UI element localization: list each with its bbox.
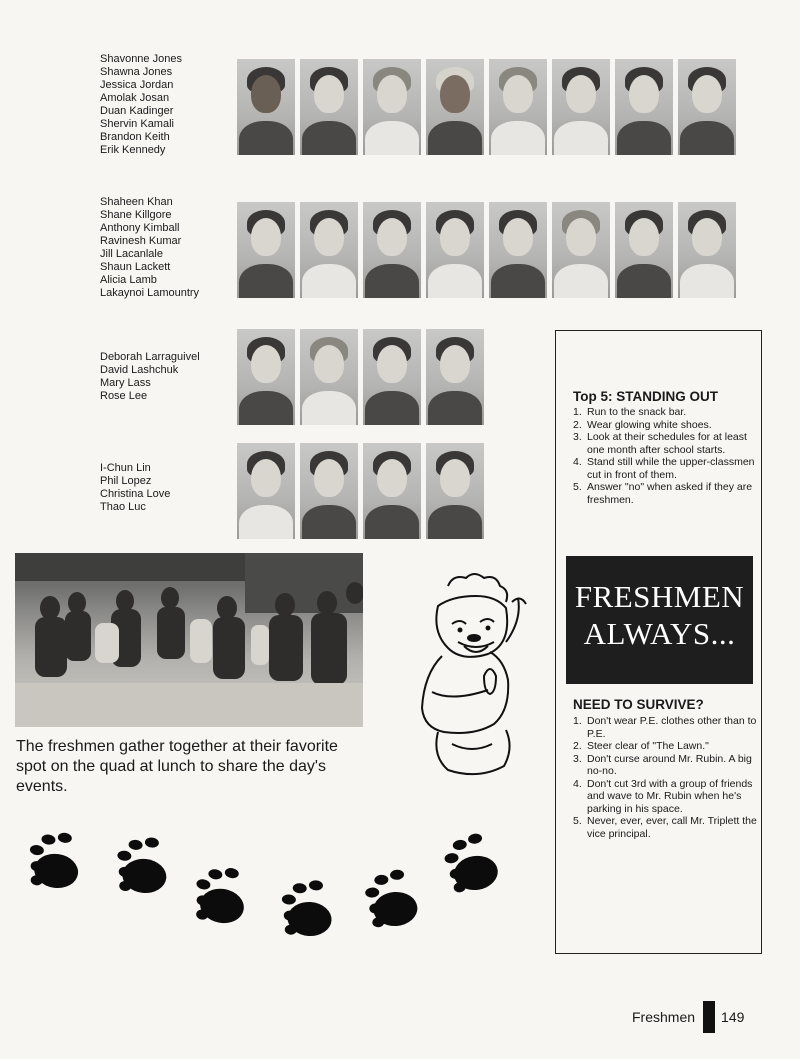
- student-name: Erik Kennedy: [100, 144, 166, 156]
- list-item: 3. Look at their schedules for at least one month after school starts.: [573, 431, 747, 456]
- student-photo: [300, 59, 358, 155]
- student-photo: [363, 202, 421, 298]
- student-photo: [300, 202, 358, 298]
- student-name: Rose Lee: [100, 390, 148, 402]
- student-photo: [552, 59, 610, 155]
- student-photo: [237, 443, 295, 539]
- student-name: Lakaynoi Lamountry: [100, 287, 200, 299]
- list-item: 4. Don't cut 3rd with a group of friends and wave to Mr. Rubin when he's parking in his space.: [573, 777, 753, 815]
- photos-row-1: [237, 59, 736, 155]
- student-name: Mary Lass: [100, 377, 151, 389]
- paw-print: [364, 869, 419, 928]
- student-photo: [237, 202, 295, 298]
- student-name: David Lashchuk: [100, 364, 179, 376]
- paw-print: [190, 862, 250, 926]
- paw-print: [114, 834, 171, 895]
- list-item: 2. Steer clear of "The Lawn.": [573, 740, 709, 752]
- list-item: 5. Answer "no" when asked if they are freshmen.: [573, 481, 753, 506]
- names-row-1: [100, 53, 182, 157]
- student-photo: [489, 202, 547, 298]
- student-name: I-Chun Lin: [100, 462, 151, 474]
- student-photo: [237, 329, 295, 425]
- paw-print: [279, 878, 334, 937]
- student-photo: [237, 59, 295, 155]
- group-silhouettes: [15, 553, 363, 727]
- student-name: Ravinesh Kumar: [100, 235, 182, 247]
- student-name: Brandon Keith: [100, 131, 170, 143]
- student-name: Shervin Kamali: [100, 118, 174, 130]
- names-row-2: [100, 196, 199, 300]
- student-photo: [678, 202, 736, 298]
- list-item: 3. Don't curse around Mr. Rubin. A big no-no.: [573, 752, 752, 777]
- student-photo: [678, 59, 736, 155]
- student-photo: [363, 443, 421, 539]
- student-photo: [426, 202, 484, 298]
- footer-bar: [703, 1001, 715, 1033]
- student-photo: [426, 329, 484, 425]
- list-item: 1. Run to the snack bar.: [573, 406, 687, 418]
- student-photo: [615, 202, 673, 298]
- student-name: Anthony Kimball: [100, 222, 180, 234]
- section-label: Freshmen: [632, 1009, 696, 1025]
- student-name: Amolak Josan: [100, 92, 170, 104]
- student-name: Deborah Larraguivel: [100, 351, 200, 363]
- page-footer: [632, 1001, 744, 1033]
- photo-caption: The freshmen gather together at their favorite spot on the quad at lunch to share the day's events.: [16, 738, 338, 795]
- paw-prints-decoration: [15, 815, 525, 950]
- student-name: Christina Love: [100, 488, 171, 500]
- student-photo: [426, 443, 484, 539]
- list-item: 2. Wear glowing white shoes.: [573, 418, 712, 431]
- student-name: Thao Luc: [100, 501, 146, 513]
- student-photo: [300, 329, 358, 425]
- names-row-3: [100, 351, 200, 403]
- freshmen-always-banner: FRESHMEN ALWAYS...: [566, 556, 753, 684]
- student-name: Jill Lacanlale: [100, 248, 163, 260]
- student-photo: [552, 202, 610, 298]
- student-name: Shavonne Jones: [100, 53, 182, 65]
- student-name: Duan Kadinger: [100, 105, 174, 117]
- student-name: Alicia Lamb: [100, 274, 157, 286]
- survive-heading: NEED TO SURVIVE?: [573, 697, 704, 712]
- student-photo: [615, 59, 673, 155]
- paw-print: [25, 828, 83, 891]
- names-row-4: [100, 462, 170, 514]
- top5-list: [573, 406, 758, 506]
- student-photo: [489, 59, 547, 155]
- page-number: 149: [721, 1009, 745, 1025]
- student-photo: [363, 329, 421, 425]
- quad-group-photo: [15, 553, 363, 727]
- list-item: 5. Never, ever, ever, call Mr. Triplett the vice principal.: [573, 815, 757, 840]
- photos-row-3: [237, 329, 484, 425]
- student-name: Shawna Jones: [100, 66, 173, 78]
- student-name: Shaheen Khan: [100, 196, 173, 208]
- top5-heading: Top 5: STANDING OUT: [573, 389, 718, 404]
- survive-list: [573, 715, 758, 840]
- sidebar-box: [555, 330, 762, 954]
- list-item: 4. Stand still while the upper-classmen cut in front of them.: [573, 456, 755, 481]
- photos-row-4: [237, 443, 484, 539]
- photos-row-2: [237, 202, 736, 298]
- student-name: Shane Killgore: [100, 209, 172, 221]
- paw-print: [442, 831, 500, 894]
- student-photo: [300, 443, 358, 539]
- list-item: 1. Don't wear P.E. clothes other than to P.E.: [573, 715, 757, 740]
- student-photo: [426, 59, 484, 155]
- student-photo: [363, 59, 421, 155]
- bulldog-mascot-illustration: [408, 572, 540, 792]
- student-name: Phil Lopez: [100, 475, 152, 487]
- student-name: Shaun Lackett: [100, 261, 171, 273]
- student-name: Jessica Jordan: [100, 79, 174, 91]
